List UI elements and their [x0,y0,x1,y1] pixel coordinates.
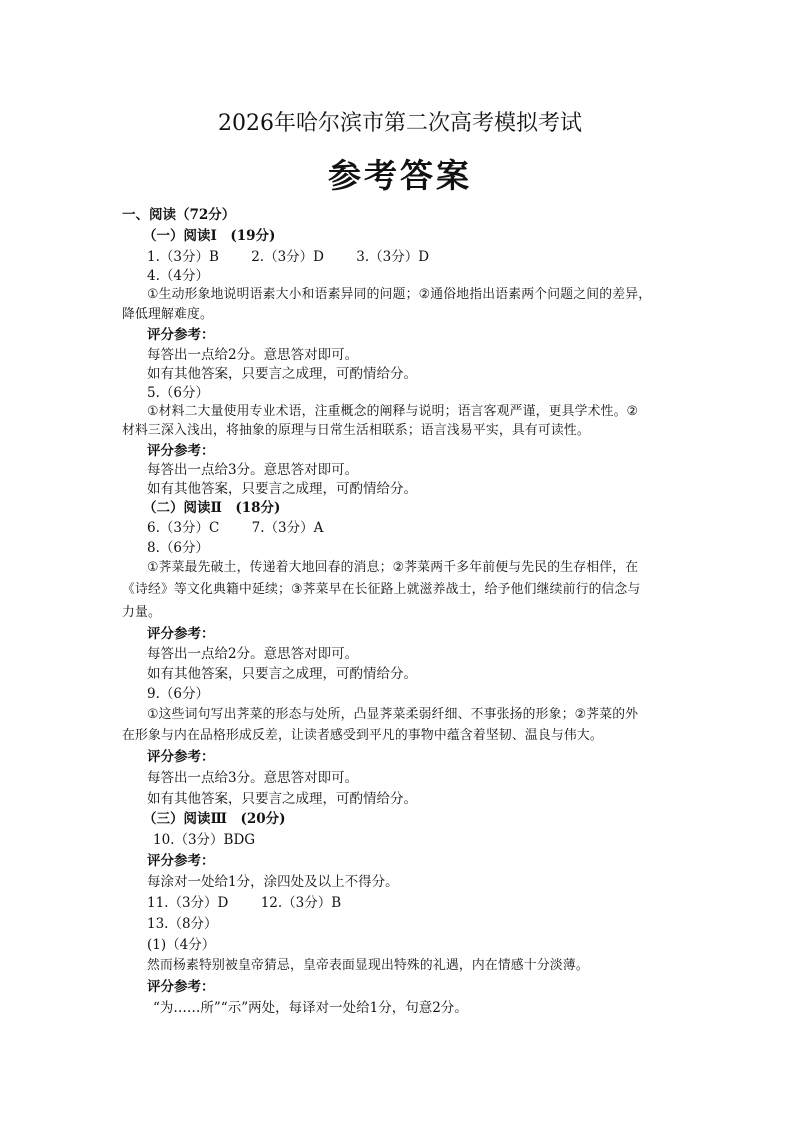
scoring-label: 评分参考： [147,327,215,343]
answer-3: 3.（3分）D [356,249,430,265]
answer-12: 12.（3分）B [260,895,342,911]
answer-row-1-3 [147,247,429,267]
subsection-heading-reading-1: （一）阅读Ⅰ (19分) [143,228,276,244]
question-8-label: 8.（6分） [147,540,209,556]
scoring-label: 评分参考： [147,626,215,642]
scoring-label: 评分参考： [147,853,215,869]
question-13-part-1-label: (1)（4分） [147,937,216,953]
section-heading-reading: 一、阅读（72分） [122,207,236,223]
answer-10: 10.（3分）BDG [153,832,256,848]
answer-4-line-2: 降低理解难度。 [122,307,213,322]
answer-8-line-2: 《诗经》等文化典籍中延续；③荠菜早在长征路上就滋养战士，给予他们继续前行的信念与 [122,582,641,597]
scoring-note: 如有其他答案，只要言之成理，可酌情给分。 [147,791,417,807]
scoring-note: 如有其他答案，只要言之成理，可酌情给分。 [147,666,417,682]
scoring-label: 评分参考： [147,979,215,995]
scoring-rule: 每答出一点给3分。意思答对即可。 [147,770,359,786]
answer-8-line-1: ①荠菜最先破土，传递着大地回春的消息；②荠菜两千多年前便与先民的生存相伴，在 [147,560,639,575]
scoring-note: 如有其他答案，只要言之成理，可酌情给分。 [147,481,417,497]
subsection-heading-reading-2: （二）阅读Ⅱ (18分) [143,500,281,516]
scoring-note: 如有其他答案，只要言之成理，可酌情给分。 [147,366,417,382]
answer-6: 6.（3分）C [147,520,220,536]
scoring-label: 评分参考： [147,443,215,459]
scoring-rule: 每答出一点给2分。意思答对即可。 [147,646,359,662]
answer-7: 7.（3分）A [251,520,324,536]
answer-4-line-1: ①生动形象地说明语素大小和语素异同的问题；②通俗地指出语素两个问题之间的差异， [147,287,652,302]
question-9-label: 9.（6分） [147,686,209,702]
answer-5-line-1: ①材料二大量使用专业术语，注重概念的阐释与说明；语言客观严谨，更具学术性。② [147,404,639,419]
answer-8-line-3: 力量。 [122,605,161,620]
answer-5-line-2: 材料三深入浅出，将抽象的原理与日常生活相联系；语言浅易平实，具有可读性。 [122,423,590,438]
exam-title: 2026年哈尔滨市第二次高考模拟考试 [218,111,582,136]
answer-1: 1.（3分）B [147,249,219,265]
page-title: 参考答案 [328,156,472,195]
answer-row-11-12 [147,893,341,913]
scoring-rule: 每答出一点给2分。意思答对即可。 [147,347,359,363]
subsection-heading-reading-3: （三）阅读Ⅲ (20分) [143,811,286,827]
answer-13-1: 然而杨素特别被皇帝猜忌，皇帝表面显现出特殊的礼遇，内在情感十分淡薄。 [147,958,589,973]
question-4-label: 4.（4分） [147,268,209,284]
scoring-rule: 每答出一点给3分。意思答对即可。 [147,462,359,478]
scoring-rule: “为……所”“示”两处，每译对一处给1分，句意2分。 [153,1000,468,1016]
scoring-label: 评分参考： [147,749,215,765]
answer-2: 2.（3分）D [251,249,324,265]
answer-9-line-2: 在形象与内在品格形成反差，让读者感受到平凡的事物中蕴含着坚韧、温良与伟大。 [122,728,603,743]
answer-row-6-7 [147,518,323,538]
scoring-rule: 每涂对一处给1分，涂四处及以上不得分。 [147,874,399,890]
answer-9-line-1: ①这些词句写出荠菜的形态与处所，凸显荠菜柔弱纤细、不事张扬的形象；②荠菜的外 [147,707,639,722]
question-5-label: 5.（6分） [147,385,209,401]
answer-11: 11.（3分）D [147,895,229,911]
question-13-label: 13.（8分） [147,916,218,932]
